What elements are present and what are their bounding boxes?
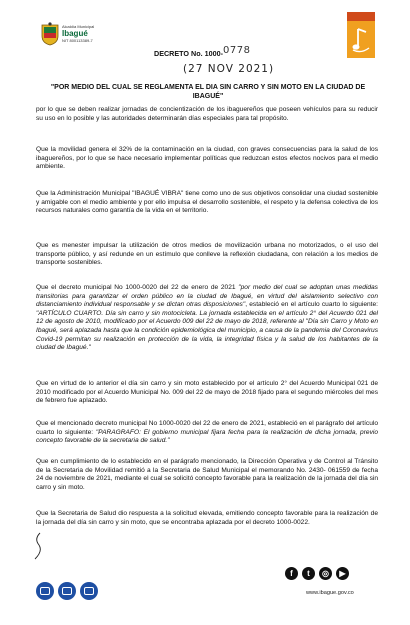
decree-number: 0778	[223, 45, 251, 56]
coat-of-arms-icon	[40, 22, 60, 46]
decree-date: (27 NOV 2021)	[183, 63, 275, 75]
certification-badge-icon	[36, 582, 54, 600]
facebook-icon[interactable]: f	[285, 567, 298, 580]
logo-band	[347, 12, 375, 21]
paragraph-4: Que es menester impulsar la utilización de otros medios de movilización urbana no motorizados, o el uso del transporte público, y así redunde en un estímulo que conlleve la reflexión ciudadana, con relación a los medios de transporte sostenibles.	[36, 242, 378, 267]
nit-number: NIT 800113389-7	[62, 38, 93, 43]
margin-signature-mark	[31, 531, 43, 561]
org-block	[62, 24, 94, 43]
p5-text-b: , estableció en el artículo cuarto lo siguiente:	[245, 301, 378, 309]
decree-date-value: 27 NOV 2021	[188, 63, 269, 75]
certification-badge-icon	[80, 582, 98, 600]
website-link[interactable]: www.ibague.gov.co	[306, 590, 354, 596]
org-name: Alcaldía Municipal	[62, 24, 95, 29]
ibague-vibra-logo	[347, 12, 375, 58]
certification-badges	[36, 582, 118, 604]
p5-quote-b: "ARTÍCULO CUARTO. Día sin carro y sin motocicleta. La jornada establecida en el artículo 2° del Acuerdo 021 del 12 de agosto de 2010, modificado por el Acuerdo 009 del 22 de mayo de 2018, referente al "Día sin Carro y Moto en Ibagué, será aplazada hasta que la condición epidemiológica del municipio, a causa de la pandemia del Coronavirus Covid-19 permitan su realización en protección de la vida, la integridad física y la salud de los habitantes de la ciudad de Ibagué."	[36, 309, 378, 352]
paragraph-9: Que la Secretaria de Salud dio respuesta a la solicitud elevada, emitiendo concepto favorable para la realización de la jornada del día sin carro y sin moto, que se encontraba aplazada por el decreto 1000-0022.	[36, 510, 378, 526]
certification-badge-icon	[58, 582, 76, 600]
music-note-icon	[351, 26, 371, 54]
twitter-icon[interactable]: t	[302, 567, 315, 580]
decree-label: DECRETO No. 1000-	[154, 49, 223, 58]
municipal-logo	[40, 22, 110, 66]
paragraph-8: Que en cumplimiento de lo establecido en el parágrafo mencionado, la Dirección Operativa y de Control al Tránsito de la Secretaria de Movilidad remitió a la Secretaria de Salud Municipal el memorando No. 2430- 061559 de fecha 24 de noviembre de 2021, mediante el cual se solicitó concepto favorable para la realización de la jornada del día sin carro y sin moto.	[36, 458, 378, 491]
p7-quote: "PARAGRAFO: El gobierno municipal fijara fecha para la realización de dicha jornada, previo concepto favorable de la secretaria de salud."	[36, 428, 378, 445]
city-name: Ibagué	[62, 29, 88, 38]
instagram-icon[interactable]: ◎	[319, 567, 332, 580]
p5-quote-a: "por medio del cual se adoptan unas medidas transitorias para garantizar el orden público en la ciudad de Ibagué, en virtud del aislamiento selectivo con distanciamiento individual responsable y se dictan otras disposiciones"	[36, 284, 378, 309]
paragraph-6: Que en virtud de lo anterior el día sin carro y sin moto establecido por el artículo 2° del Acuerdo Municipal 021 de 2010 modificado por el Acuerdo Municipal No. 009 del 22 de mayo de 2018 fijado para el segundo miércoles del mes de febrero fue aplazado.	[36, 380, 378, 405]
p5-text-a: Que el decreto municipal No 1000-0020 del 22 de enero de 2021	[36, 284, 239, 291]
paragraph-2: Que la movilidad genera el 32% de la contaminación en la ciudad, con graves consecuencias para la salud de los ibaguereños, por lo que se hace necesario implementar políticas que reduzcan estos efectos nocivos para el medio ambiente.	[36, 146, 378, 171]
paragraph-5	[36, 284, 378, 353]
youtube-icon[interactable]: ▶	[336, 567, 349, 580]
paragraph-3: Que la Administración Municipal "IBAGUÉ VIBRA" tiene como uno de sus objetivos consolidar una ciudad sostenible y amigable con el medio ambiente y por ello impulsa el desarrollo sostenible, el respeto y la defensa colectiva de los recursos naturales como garantía de la vida en el territorio.	[36, 190, 378, 215]
paragraph-7	[36, 420, 378, 446]
p7-text: Que el mencionado decreto municipal No 1000-0020 del 22 de enero de 2021, estableció en el parágrafo del artículo cuarto lo siguiente:	[36, 420, 378, 436]
decree-title: "POR MEDIO DEL CUAL SE REGLAMENTA EL DIA SIN CARRO Y SIN MOTO EN LA CIUDAD DE IBAGUÉ"	[50, 84, 366, 100]
paragraph-1: por lo que se deben realizar jornadas de concientización de los ibaguereños que poseen vehículos para su reducir su uso en lo posible y las autoridades determinarán días especiales para tal propósito.	[36, 106, 378, 122]
